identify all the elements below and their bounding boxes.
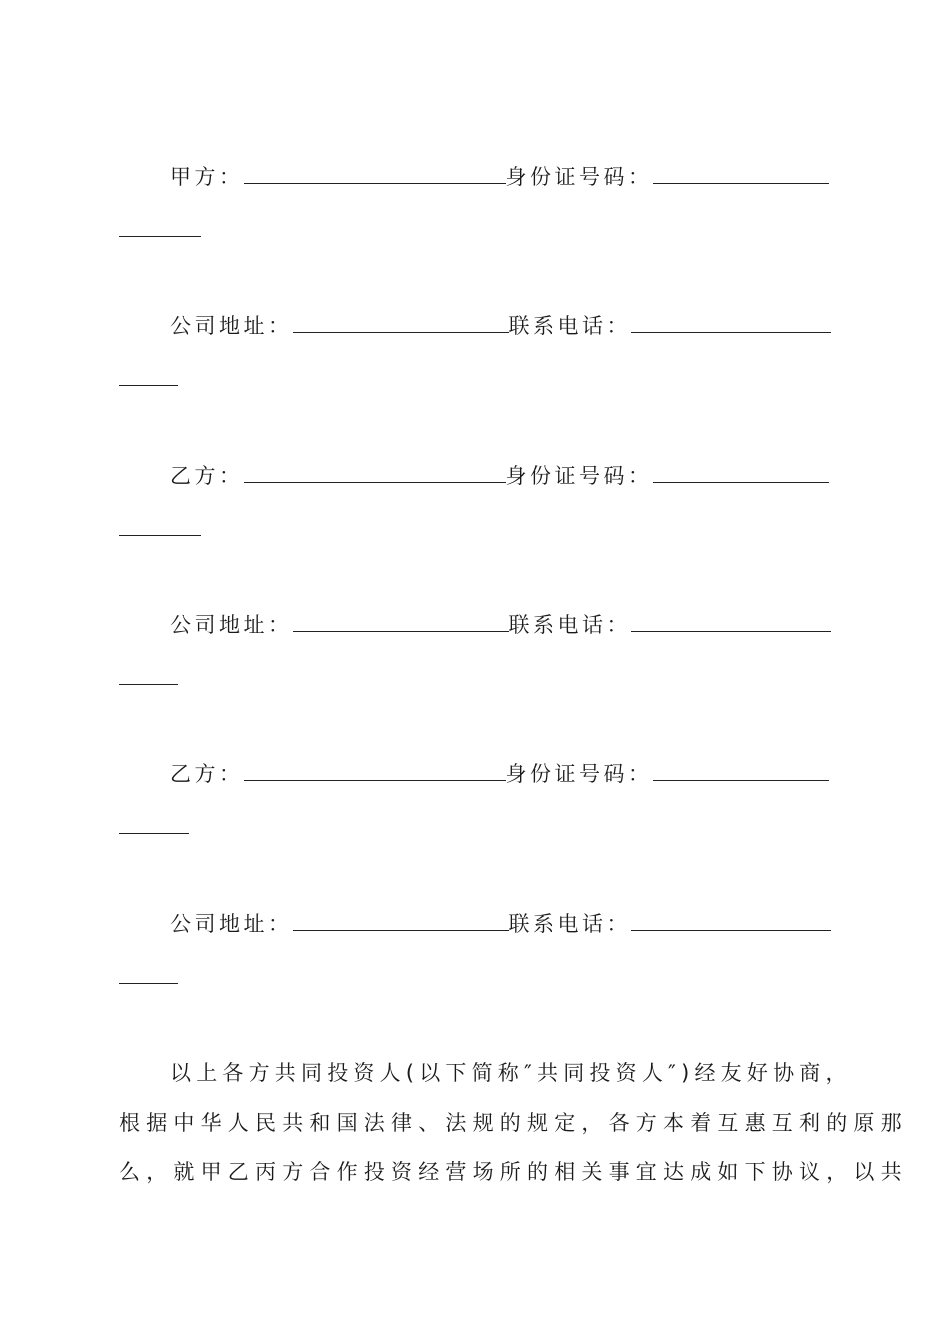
- party-c-address-blank: [293, 910, 509, 931]
- party-b-address-blank: [293, 611, 509, 632]
- party-b-address-label: 公司地址：: [170, 613, 293, 637]
- party-a-address-row: [170, 312, 831, 340]
- party-b-row: [170, 462, 829, 490]
- party-c-id-blank-continued: [119, 833, 189, 834]
- party-a-phone-label: 联系电话：: [508, 314, 631, 338]
- party-c-phone-blank: [631, 910, 831, 931]
- party-a-id-label: 身份证号码：: [505, 165, 653, 189]
- party-a-label: 甲方：: [170, 165, 244, 189]
- party-b-phone-label: 联系电话：: [508, 613, 631, 637]
- party-b-id-label: 身份证号码：: [505, 464, 653, 488]
- party-a-name-blank: [244, 163, 506, 184]
- party-a-id-blank: [653, 163, 829, 184]
- party-c-address-label: 公司地址：: [170, 912, 293, 936]
- party-c-label: 乙方：: [170, 762, 244, 786]
- party-b-id-blank: [653, 462, 829, 483]
- party-c-name-blank: [244, 760, 506, 781]
- party-a-id-blank-continued: [119, 236, 201, 237]
- party-c-address-row: [170, 910, 831, 938]
- intro-line-1: 以上各方共同投资人(以下简称″共同投资人″)经友好协商，: [170, 1061, 852, 1085]
- party-a-phone-blank-continued: [119, 385, 178, 386]
- party-a-phone-blank: [631, 312, 831, 333]
- party-b-id-blank-continued: [119, 535, 201, 536]
- intro-line-3: 么，就甲乙丙方合作投资经营场所的相关事宜达成如下协议，以共: [119, 1160, 908, 1184]
- party-a-address-blank: [293, 312, 509, 333]
- intro-line-2: 根据中华人民共和国法律、法规的规定，各方本着互惠互利的原那: [119, 1111, 908, 1135]
- party-c-row: [170, 760, 829, 788]
- party-b-label: 乙方：: [170, 464, 244, 488]
- party-c-phone-label: 联系电话：: [508, 912, 631, 936]
- party-b-phone-blank-continued: [119, 684, 178, 685]
- party-b-phone-blank: [631, 611, 831, 632]
- party-c-id-blank: [653, 760, 829, 781]
- party-b-address-row: [170, 611, 831, 639]
- party-b-name-blank: [244, 462, 506, 483]
- party-a-row: [170, 163, 829, 191]
- party-a-address-label: 公司地址：: [170, 314, 293, 338]
- party-c-phone-blank-continued: [119, 983, 178, 984]
- party-c-id-label: 身份证号码：: [505, 762, 653, 786]
